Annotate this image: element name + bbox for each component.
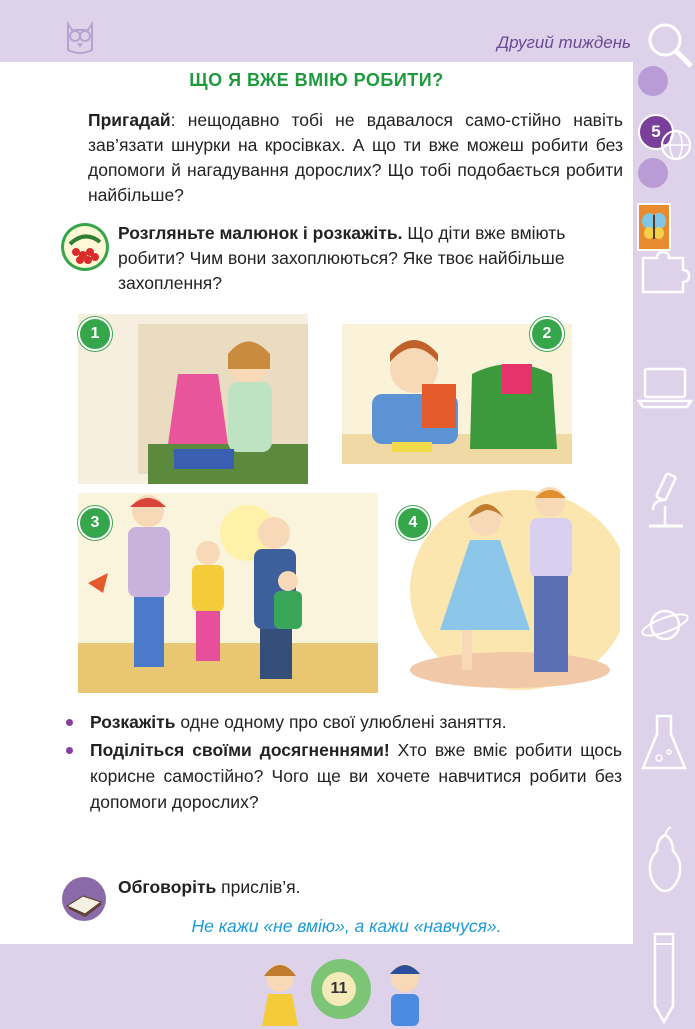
page-title: ЩО Я ВЖЕ ВМІЮ РОБИТИ?: [189, 70, 444, 90]
globe-icon: [659, 128, 693, 162]
microscope-icon: [643, 470, 689, 532]
puzzle-icon: [639, 250, 691, 294]
top-bar: [0, 0, 695, 62]
girl-folding-clothes-illustration: [78, 314, 308, 484]
bullet-text: одне одному про свої улюблені заняття.: [175, 712, 507, 732]
page-number: 11: [322, 972, 356, 1006]
bullet-dot: [66, 719, 73, 726]
picture-number-badge: 1: [78, 317, 112, 351]
family-walk-illustration: [78, 493, 378, 693]
sidebar-dot-1: [638, 66, 668, 96]
discuss-line: [118, 877, 301, 898]
week-label: Другий тиждень: [497, 33, 631, 52]
children-dancing-illustration: [400, 480, 620, 693]
picture-3: [78, 493, 378, 693]
bullet-lead: Поділіться своїми досягненнями!: [90, 740, 390, 760]
magnifier-icon: [643, 18, 695, 70]
rowan-berries-icon: [60, 222, 110, 272]
planet-icon: [639, 600, 691, 650]
sidebar-dot-2: [638, 158, 668, 188]
picture-1: [78, 314, 308, 484]
proverb: Не кажи «не вмію», а кажи «навчуся».: [191, 916, 502, 936]
bullet-list: [60, 709, 622, 817]
picture-number-badge: 4: [396, 506, 430, 540]
discuss-text: прислів’я.: [216, 877, 301, 897]
bullet-text: Хто вже вміє робити щось корисне самостійно? Чого ще ви хочете навчитися робити без допомоги дорослих?: [90, 740, 622, 812]
pear-icon: [643, 825, 687, 893]
list-item: [60, 737, 622, 815]
sidebar: [633, 0, 695, 1029]
list-item: [60, 709, 622, 735]
butterfly-icon: [639, 205, 669, 249]
laptop-icon: [637, 365, 693, 409]
task-lead: Розгляньте малюнок і розкажіть.: [118, 223, 403, 243]
pencil-icon: [647, 930, 681, 1026]
task-paragraph: [118, 221, 623, 296]
picture-number-badge: 3: [78, 506, 112, 540]
butterfly-tab: [637, 203, 671, 251]
owl-icon: [60, 16, 100, 56]
picture-4: [400, 480, 620, 693]
lesson-number-badge: 5: [638, 114, 674, 150]
picture-number-badge: 2: [530, 317, 564, 351]
discuss-lead: Обговоріть: [118, 877, 217, 897]
bullet-dot: [66, 747, 73, 754]
intro-paragraph: [88, 108, 623, 208]
flask-icon: [639, 712, 689, 774]
intro-text: : нещодавно тобі не вдавалося само-стійно навіть зав’язати шнурки на кросівках. А що ти вже можеш робити без допомоги й нагадування дорослих? Що тобі подобається робити найбільше?: [88, 110, 623, 205]
bullet-lead: Розкажіть: [90, 712, 176, 732]
task-text: Що діти вже вміють робити? Чим вони захоплюються? Яке твоє найбільше захоплення?: [118, 223, 566, 293]
intro-lead: Пригадай: [88, 110, 171, 130]
